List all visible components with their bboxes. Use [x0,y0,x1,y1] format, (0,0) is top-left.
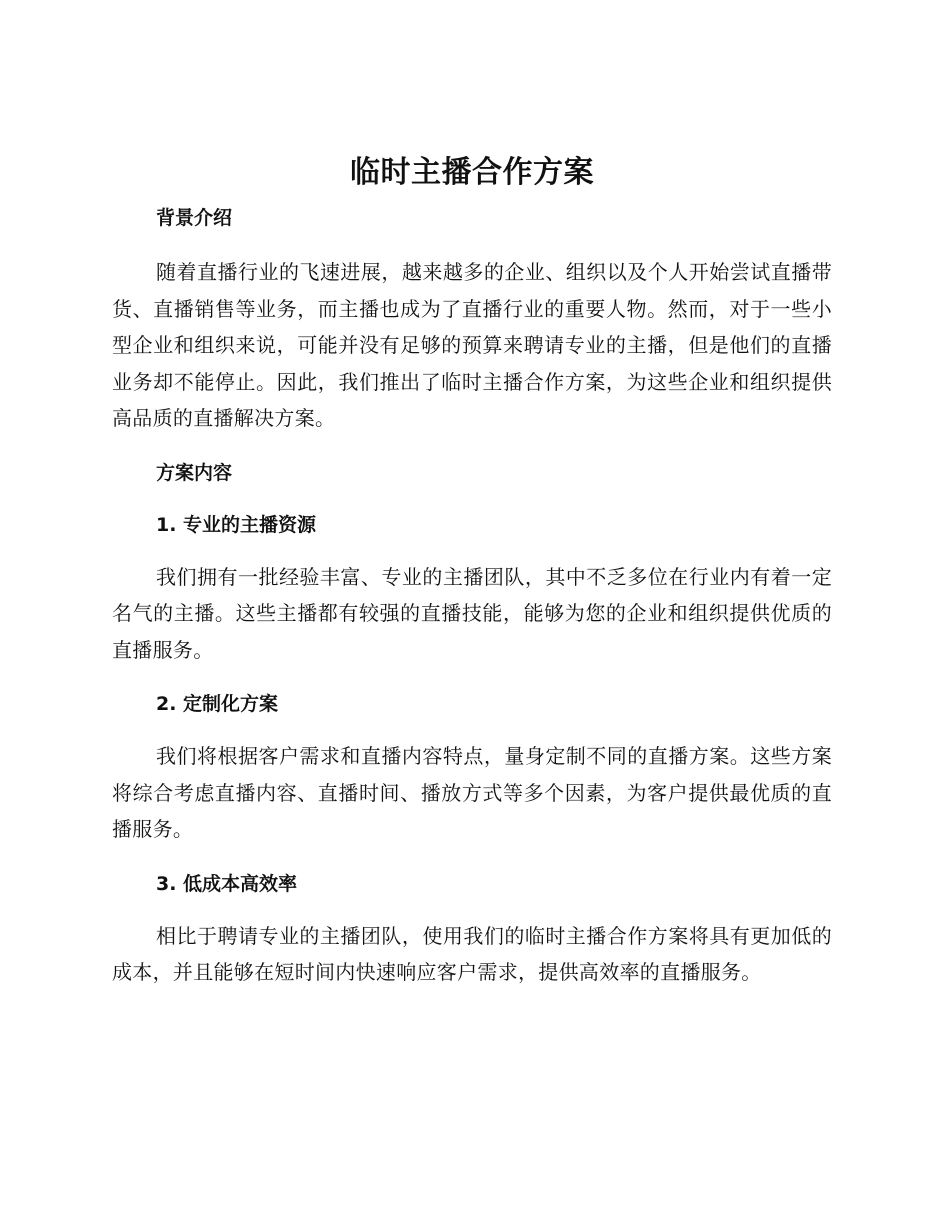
section-3-paragraph: 相比于聘请专业的主播团队，使用我们的临时主播合作方案将具有更加低的成本，并且能够在短时间内快速响应客户需求，提供高效率的直播服务。 [112,923,832,984]
background-heading: 背景介绍 [156,207,233,229]
document-title: 临时主播合作方案 [350,155,594,190]
section-1-heading: 1. 专业的主播资源 [156,513,317,536]
section-1-paragraph: 我们拥有一批经验丰富、专业的主播团队，其中不乏多位在行业内有着一定名气的主播。这些主播都有较强的直播技能，能够为您的企业和组织提供优质的直播服务。 [112,564,832,662]
section-3-heading: 3. 低成本高效率 [156,872,298,895]
background-paragraph: 随着直播行业的飞速进展，越来越多的企业、组织以及个人开始尝试直播带货、直播销售等业务，而主播也成为了直播行业的重要人物。然而，对于一些小型企业和组织来说，可能并没有足够的预算来聘请专业的主播，但是他们的直播业务却不能停止。因此，我们推出了临时主播合作方案，为这些企业和组织提供高品质的直播解决方案。 [112,260,832,430]
section-2-paragraph: 我们将根据客户需求和直播内容特点，量身定制不同的直播方案。这些方案将综合考虑直播内容、直播时间、播放方式等多个因素，为客户提供最优质的直播服务。 [112,744,832,841]
document-page [112,150,832,991]
section-2-heading: 2. 定制化方案 [156,693,279,715]
plan-heading: 方案内容 [156,461,233,484]
